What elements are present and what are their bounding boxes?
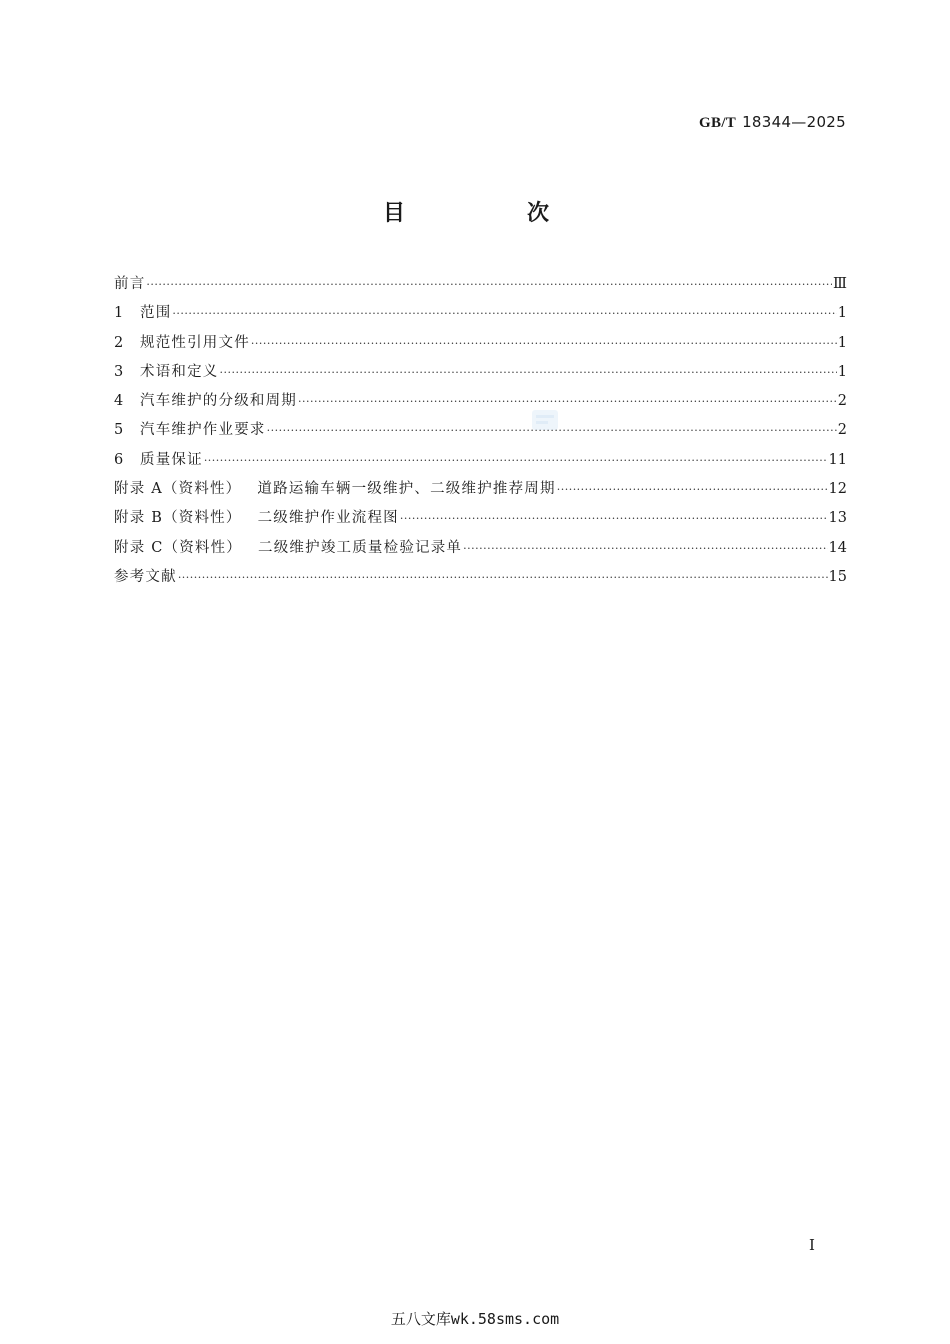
toc-entry-label: 附录 C（资料性） [114,539,243,556]
toc-entry-label: 参考文献 [114,568,177,585]
toc-entry-maintenance-requirements[interactable] [114,419,847,448]
toc-entry-label: 附录 A（资料性） [114,481,242,498]
watermark-logo-icon [531,409,559,431]
toc-entry-annex-b[interactable] [114,507,847,536]
toc-entry-page: 1 [837,363,847,380]
toc-entry-normative-references[interactable] [114,332,847,361]
toc-entry-page: 15 [828,568,847,585]
standard-code [699,113,846,132]
dot-leader [146,274,832,296]
dot-leader [298,391,837,413]
toc-entry-number: 3 [114,363,124,380]
toc-entry-page: 14 [828,539,847,556]
toc-entry-title: 二级维护作业流程图 [257,510,399,527]
toc-entry-terms-definitions[interactable] [114,361,847,390]
dot-leader [220,362,837,384]
toc-entry-page: 12 [828,481,847,498]
dot-leader [463,538,827,560]
toc-entry-annex-a[interactable] [114,478,847,507]
toc-entry-label: 范围 [140,305,172,322]
toc-entry-title: 二级维护竣工质量检验记录单 [258,539,463,556]
toc-entry-scope[interactable] [114,302,847,331]
toc-entry-label: 附录 B（资料性） [114,510,242,527]
table-of-contents [114,273,847,595]
toc-entry-number: 2 [114,334,124,351]
toc-entry-bibliography[interactable] [114,566,847,595]
dot-leader [204,450,828,472]
toc-entry-number: 1 [114,305,124,322]
dot-leader [172,303,836,325]
standard-prefix: GB/T [699,115,737,131]
toc-entry-label: 前言 [114,276,146,292]
toc-entry-title: 道路运输车辆一级维护、二级维护推荐周期 [257,481,556,498]
toc-entry-label: 汽车维护作业要求 [140,422,266,439]
toc-entry-page: 2 [837,422,847,439]
toc-entry-classification[interactable] [114,390,847,419]
toc-entry-label: 术语和定义 [140,363,219,380]
standard-number: 18344—2025 [742,113,846,131]
toc-entry-foreword[interactable] [114,273,847,302]
dot-leader [557,479,828,501]
toc-entry-page: 2 [837,393,847,410]
dot-leader [400,508,828,530]
toc-entry-label: 规范性引用文件 [140,334,250,351]
page-number: Ⅰ [809,1236,815,1254]
toc-entry-quality-assurance[interactable] [114,449,847,478]
dot-leader [178,567,828,589]
footer-site-link[interactable]: 五八文库wk.58sms.com [390,1310,560,1328]
toc-entry-page: 1 [837,334,847,351]
toc-entry-number: 4 [114,393,124,410]
toc-entry-page: 13 [828,510,847,527]
toc-title: 目 次 [382,201,599,226]
toc-entry-page: 11 [828,451,847,468]
toc-entry-label: 汽车维护的分级和周期 [140,393,297,410]
toc-entry-page: 1 [837,305,847,322]
toc-entry-label: 质量保证 [140,451,203,468]
toc-entry-number: 6 [114,451,124,468]
dot-leader [251,333,837,355]
toc-entry-number: 5 [114,422,124,439]
toc-entry-page: Ⅲ [833,276,847,292]
toc-entry-annex-c[interactable] [114,537,847,566]
